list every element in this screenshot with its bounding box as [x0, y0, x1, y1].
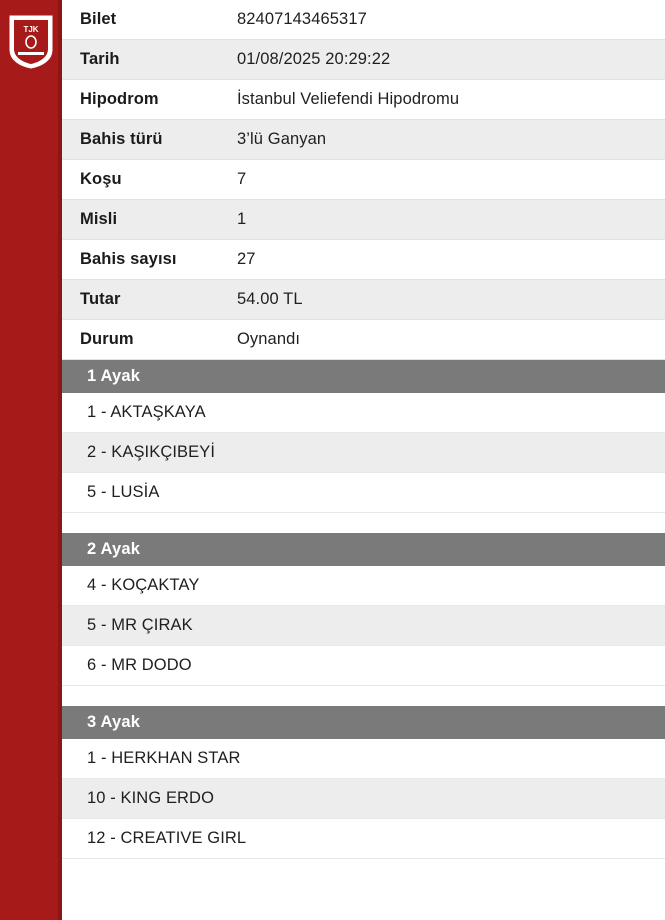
info-value: 27 — [237, 250, 256, 268]
info-label: Durum — [80, 330, 134, 348]
svg-text:TJK: TJK — [23, 25, 39, 34]
leg-spacer — [62, 686, 665, 706]
list-item: 12 - CREATIVE GIRL — [62, 819, 665, 859]
info-value: 54.00 TL — [237, 290, 303, 308]
tjk-shield-logo-icon — [8, 14, 54, 70]
info-label: Hipodrom — [80, 90, 159, 108]
content-tail — [62, 859, 665, 920]
info-value: Oynandı — [237, 330, 301, 348]
info-row-durum — [62, 320, 665, 360]
list-item: 5 - LUSİA — [62, 473, 665, 513]
info-value: 1 — [237, 210, 247, 228]
list-item: 5 - MR ÇIRAK — [62, 606, 665, 646]
info-row-bahis-turu — [62, 120, 665, 160]
info-label: Tutar — [80, 290, 121, 308]
ticket-content — [62, 0, 665, 920]
info-label: Bilet — [80, 10, 117, 28]
info-label: Bahis sayısı — [80, 250, 177, 268]
info-row-hipodrom — [62, 80, 665, 120]
brand-sidebar — [0, 0, 62, 920]
info-row-bilet — [62, 0, 665, 40]
info-row-misli — [62, 200, 665, 240]
list-item: 1 - HERKHAN STAR — [62, 739, 665, 779]
info-value: İstanbul Veliefendi Hipodromu — [237, 90, 460, 108]
leg-header-1: 1 Ayak — [62, 360, 665, 393]
info-row-tarih — [62, 40, 665, 80]
info-label: Misli — [80, 210, 118, 228]
leg-spacer — [62, 513, 665, 533]
info-row-tutar — [62, 280, 665, 320]
sidebar-edge — [58, 0, 62, 920]
info-value: 82407143465317 — [237, 10, 367, 28]
leg-header-3: 3 Ayak — [62, 706, 665, 739]
info-label: Bahis türü — [80, 130, 163, 148]
info-value: 01/08/2025 20:29:22 — [237, 50, 391, 68]
info-row-kosu — [62, 160, 665, 200]
list-item: 4 - KOÇAKTAY — [62, 566, 665, 606]
info-row-bahis-sayisi — [62, 240, 665, 280]
list-item: 10 - KING ERDO — [62, 779, 665, 819]
list-item: 6 - MR DODO — [62, 646, 665, 686]
info-value: 3’lü Ganyan — [237, 130, 327, 148]
info-label: Tarih — [80, 50, 120, 68]
list-item: 1 - AKTAŞKAYA — [62, 393, 665, 433]
info-value: 7 — [237, 170, 247, 188]
leg-header-2: 2 Ayak — [62, 533, 665, 566]
list-item: 2 - KAŞIKÇIBEYİ — [62, 433, 665, 473]
info-label: Koşu — [80, 170, 122, 188]
